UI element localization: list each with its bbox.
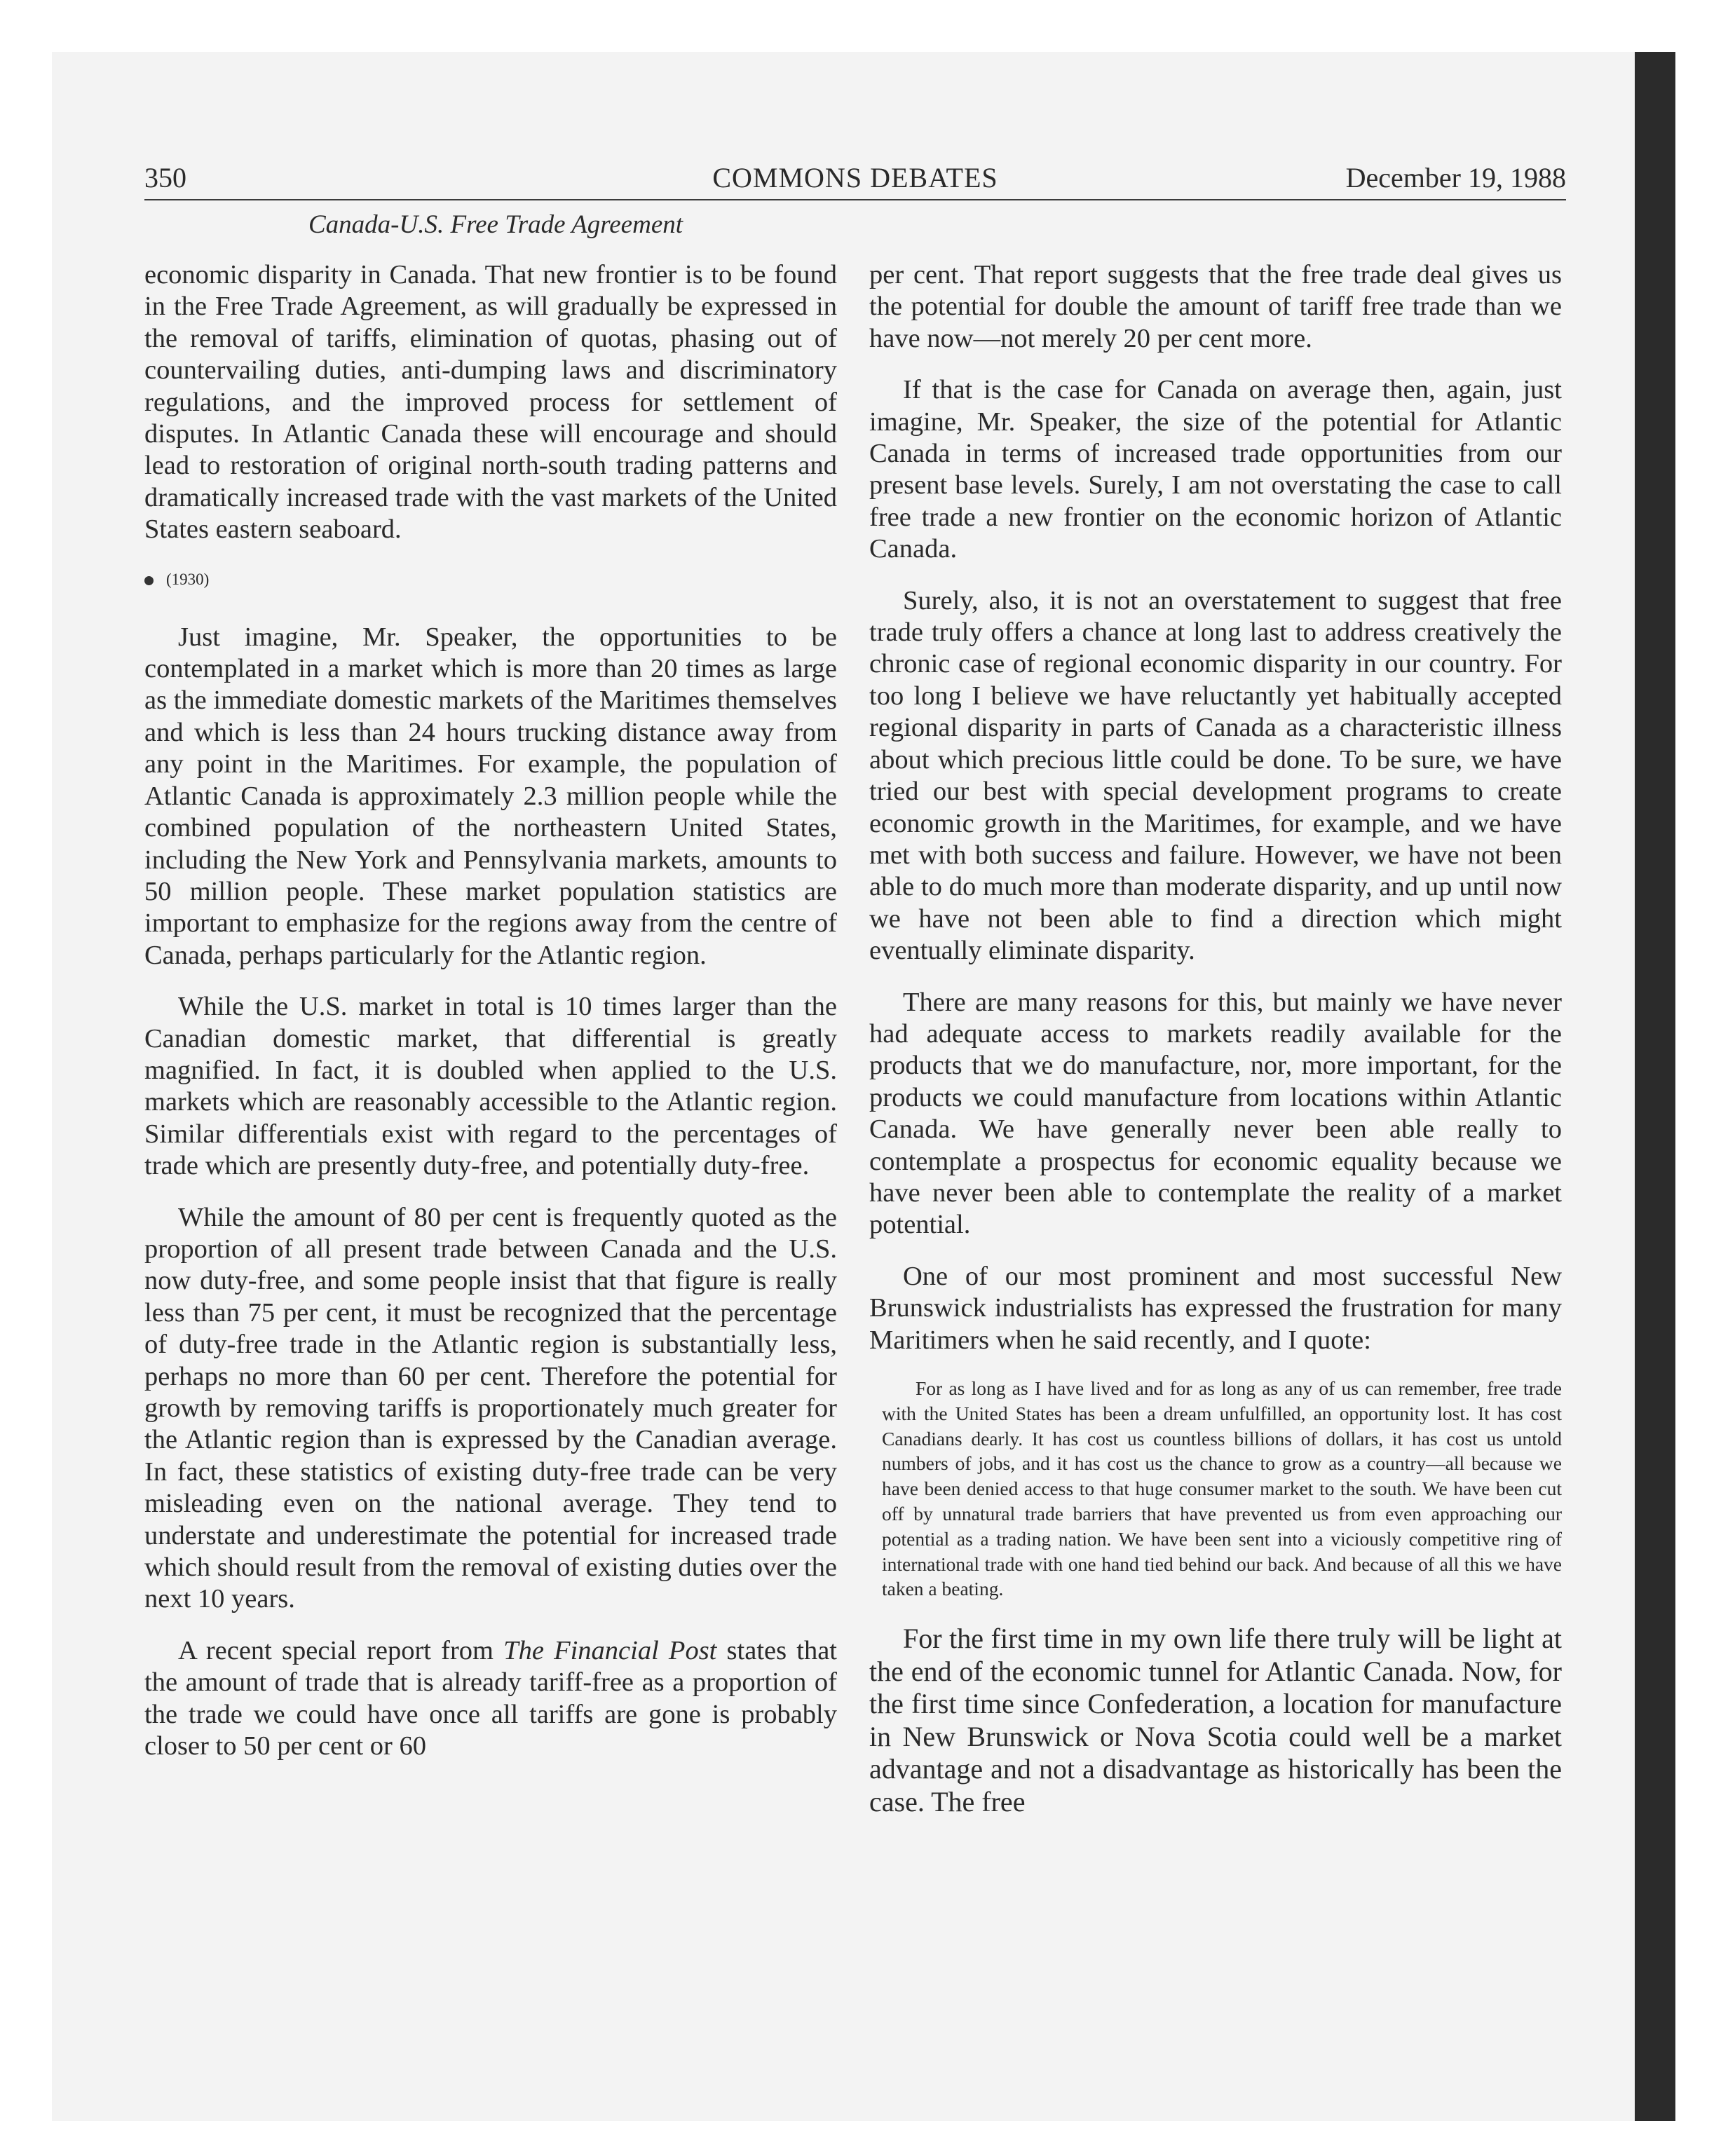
scan-edge-shadow bbox=[1635, 52, 1675, 2121]
paragraph: per cent. That report suggests that the free trade deal gives us the potential for double the amount of tariff free trade than we have now—not merely 20 per cent more. bbox=[869, 260, 1562, 353]
paragraph: Surely, also, it is not an overstatement to suggest that free trade truly offers a chance at long last to address creatively the chronic case of regional economic disparity in our country. For too long I believe we have reluctantly yet habitually accepted regional disparity in parts of Canada as a characteristic illness about which precious little could be done. To be sure, we have tried our best with special development programs to create economic growth in the Maritimes, for example, and we have met with both success and failure. However, we have not been able to do much more than moderate disparity, and up until now we have not been able to find a direction which might eventually eliminate disparity. bbox=[869, 585, 1562, 966]
bullet-icon bbox=[144, 576, 154, 585]
paragraph: One of our most prominent and most successful New Brunswick industrialists has expressed the frustration for many Maritimers when he said recently, and I quote: bbox=[869, 1261, 1562, 1355]
paragraph: There are many reasons for this, but mainly we have never had adequate access to markets readily available for the products that we do manufacture, nor, more important, for the products we could manufacture from locations within Atlantic Canada. We have generally never been able really to contemplate a prospectus for economic equality because we have never been able to contemplate the reality of a market potential. bbox=[869, 987, 1562, 1240]
time-marker-label: (1930) bbox=[166, 570, 210, 588]
page-number: 350 bbox=[144, 162, 186, 193]
publication-name: The Financial Post bbox=[503, 1635, 717, 1665]
right-column bbox=[869, 259, 1562, 1818]
paragraph: While the U.S. market in total is 10 times larger than the Canadian domestic market, that differential is greatly magnified. In fact, it is doubled when applied to the U.S. markets which are reasonably accessible to the Atlantic region. Similar differentials exist with regard to the percentages of trade which are presently duty-free, and potentially duty-free. bbox=[144, 992, 837, 1181]
paragraph: While the amount of 80 per cent is frequently quoted as the proportion of all present trade between Canada and the U.S. now duty-free, and some people insist that that figure is really less than 75 per cent, it must be recognized that the percentage of duty-free trade in the Atlantic region is substantially less, perhaps no more than 60 per cent. Therefore the potential for growth by removing tariffs is proportionately much greater for the Atlantic region than is expressed by the Canadian average. In fact, these statistics of existing duty-free trade can be very misleading even on the national average. They tend to understate and underestimate the potential for increased trade which should result from the removal of existing duties over the next 10 years. bbox=[144, 1202, 837, 1614]
paragraph-text: A recent special report from bbox=[178, 1635, 504, 1665]
paragraph: Just imagine, Mr. Speaker, the opportunities to be contemplated in a market which is more than 20 times as large as the immediate domestic markets of the Maritimes themselves and which is less than 24 hours trucking distance away from any point in the Maritimes. For example, the population of Atlantic Canada is approximately 2.3 million people while the combined population of the northeastern United States, including the New York and Pennsylvania markets, amounts to 50 million people. These market population statistics are important to emphasize for the regions away from the centre of Canada, perhaps particularly for the Atlantic region. bbox=[144, 622, 837, 970]
header-rule bbox=[144, 199, 1566, 200]
paragraph-text: states that the amount of trade that is already tariff-free as a proportion of the trade we could have once all tariffs are gone is probably closer to 50 per cent or 60 bbox=[144, 1635, 837, 1761]
paragraph: economic disparity in Canada. That new frontier is to be found in the Free Trade Agreement, as will gradually be expressed in the removal of tariffs, elimination of quotas, phasing out of countervailing duties, anti-dumping laws and discriminatory regulations, and the improved process for settlement of disputes. In Atlantic Canada these will encourage and should lead to restoration of original north-south trading patterns and dramatically increased trade with the vast markets of the United States eastern seaboard. bbox=[144, 260, 837, 545]
paragraph: For the first time in my own life there truly will be light at the end of the economic tunnel for Atlantic Canada. Now, for the first time since Confederation, a location for manufacture in New Brunswick or Nova Scotia could well be a market advantage and not a disadvantage as historically has been the case. The free bbox=[869, 1623, 1562, 1817]
block-quote: For as long as I have lived and for as long as any of us can remember, free trade with the United States has been a dream unfulfilled, an opportunity lost. It has cost Canadians dearly. It has cost us countless billions of dollars, it has cost us untold numbers of jobs, and it has cost us the chance to grow as a country—all because we have been denied access to that huge consumer market to the south. We have been cut off by unnatural trade barriers that have prevented us from even approaching our potential as a trading nation. We have been sent into a viciously competitive ring of international trade with one hand tied behind our back. And because of all this we have taken a beating. bbox=[882, 1377, 1562, 1600]
running-head bbox=[144, 160, 1566, 196]
sitting-date: December 19, 1988 bbox=[1345, 162, 1566, 193]
time-marker bbox=[144, 566, 837, 594]
paragraph: If that is the case for Canada on average then, again, just imagine, Mr. Speaker, the size of the potential for Atlantic Canada in terms of increased trade opportunities from our present base levels. Surely, I am not overstating the case to call free trade a new frontier on the economic horizon of Atlantic Canada. bbox=[869, 375, 1562, 564]
section-title: Canada-U.S. Free Trade Agreement bbox=[308, 210, 683, 239]
left-column bbox=[144, 259, 837, 1762]
publication-title: COMMONS DEBATES bbox=[712, 162, 998, 193]
paragraph bbox=[144, 1635, 837, 1763]
